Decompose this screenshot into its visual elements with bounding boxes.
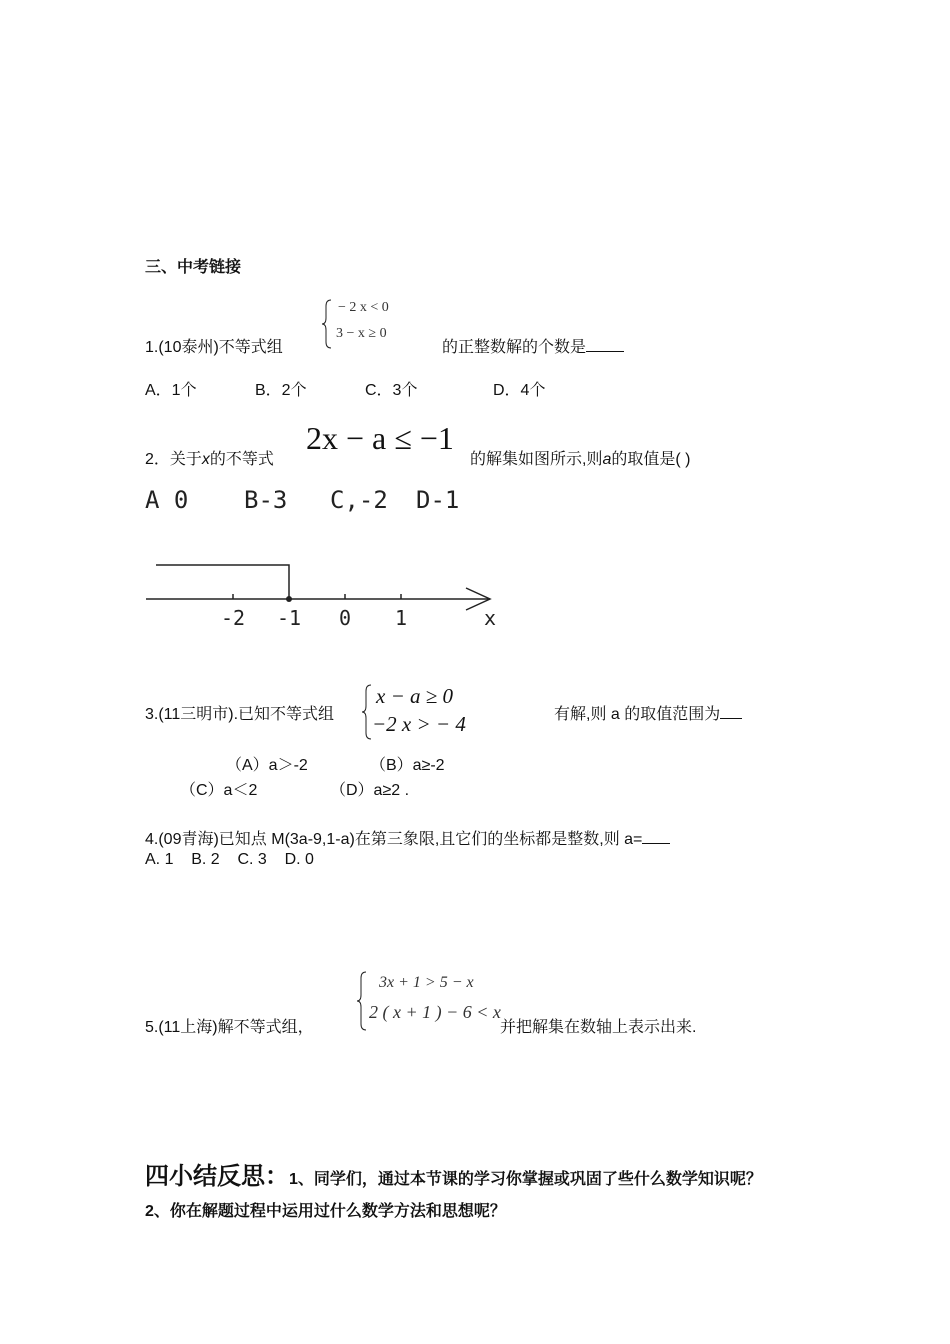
axis-label: x [483,606,497,630]
q5-suffix: 并把解集在数轴上表示出来. [500,1019,697,1036]
q2-suffix [470,446,690,469]
q2-prefix [145,446,274,469]
tick-label: -1 [276,606,302,630]
answer-blank [720,704,742,719]
number-line-figure [140,555,510,635]
q1-option-c: C．3个 [365,382,418,399]
q3-option-b: （B）a≥-2 [370,757,445,774]
q5-system-line-1: 3x + 1 > 5 − x [379,974,474,991]
q2-prefix-b: 的不等式 [209,451,274,468]
q5-inequality-system [357,970,501,1032]
answer-blank [586,337,624,352]
q1-system-line-1: − 2 x < 0 [338,300,389,315]
q3-suffix [554,701,742,724]
q1-option-d: D．4个 [493,382,546,399]
q3-option-a: （A）a＞-2 [226,757,308,774]
q2-var-a: a [602,451,612,468]
solution-endpoint-dot [286,596,292,602]
summary-question-1: 1、同学们，通过本节课的学习你掌握或巩固了些什么数学知识呢？ [289,1171,762,1188]
q3-option-d: （D）a≥2 . [330,782,410,799]
q2-prefix-a: 2．关于 [145,451,202,468]
q3-system-line-1: x − a ≥ 0 [376,684,454,708]
q2-option-d: D-1 [416,486,460,514]
q3-suffix-text: 有解,则 a 的取值范围为 [554,706,721,723]
q2-suffix-a: 的解集如图所示,则 [470,451,603,468]
q3-prefix: 3.(11三明市).已知不等式组 [145,706,335,723]
tick-label: 0 [338,606,352,630]
q1-option-a: A．1个 [145,382,197,399]
q2-suffix-b: 的取值是( ) [611,451,691,468]
section-heading: 四小结反思： [145,1163,289,1190]
q3-option-c: （C）a＜2 [180,782,258,799]
brace-icon [357,970,367,1032]
q2-var-x: x [201,451,210,468]
q1-suffix [442,334,624,357]
solution-range-line [156,565,289,599]
q3-system-line-2: −2 x > − 4 [372,712,466,736]
q4-options: A. 1 B. 2 C. 3 D. 0 [145,851,314,868]
q5-prefix: 5.(11上海)解不等式组， [145,1019,314,1036]
q4-text-content: 4.(09青海)已知点 M(3a-9,1-a)在第三象限,且它们的坐标都是整数,则 a= [145,831,643,848]
tick-label: -2 [220,606,246,630]
section-heading: 三、中考链接 [145,259,242,276]
q2-option-a: A 0 [145,486,189,514]
q5-system-line-2: 2 ( x + 1 ) − 6 < x [369,1002,501,1022]
summary-question-2: 2、你在解题过程中运用过什么数学方法和思想呢？ [145,1203,506,1220]
q2-option-c: C,-2 [330,486,388,514]
answer-blank [642,829,670,844]
brace-icon [322,298,332,350]
q4-text [145,826,670,849]
brace-icon [362,684,372,740]
q3-inequality-system [362,684,492,740]
q1-option-b: B．2个 [255,382,307,399]
q2-option-b: B-3 [244,486,288,514]
summary-section [145,1156,762,1191]
tick-label: 1 [394,606,408,630]
q1-suffix-text: 的正整数解的个数是 [442,339,587,356]
q2-formula: 2x − a ≤ −1 [306,420,454,456]
q1-system-line-2: 3 − x ≥ 0 [336,326,387,341]
q1-inequality-system [322,298,442,350]
q1-prefix: 1.(10泰州)不等式组 [145,339,283,356]
